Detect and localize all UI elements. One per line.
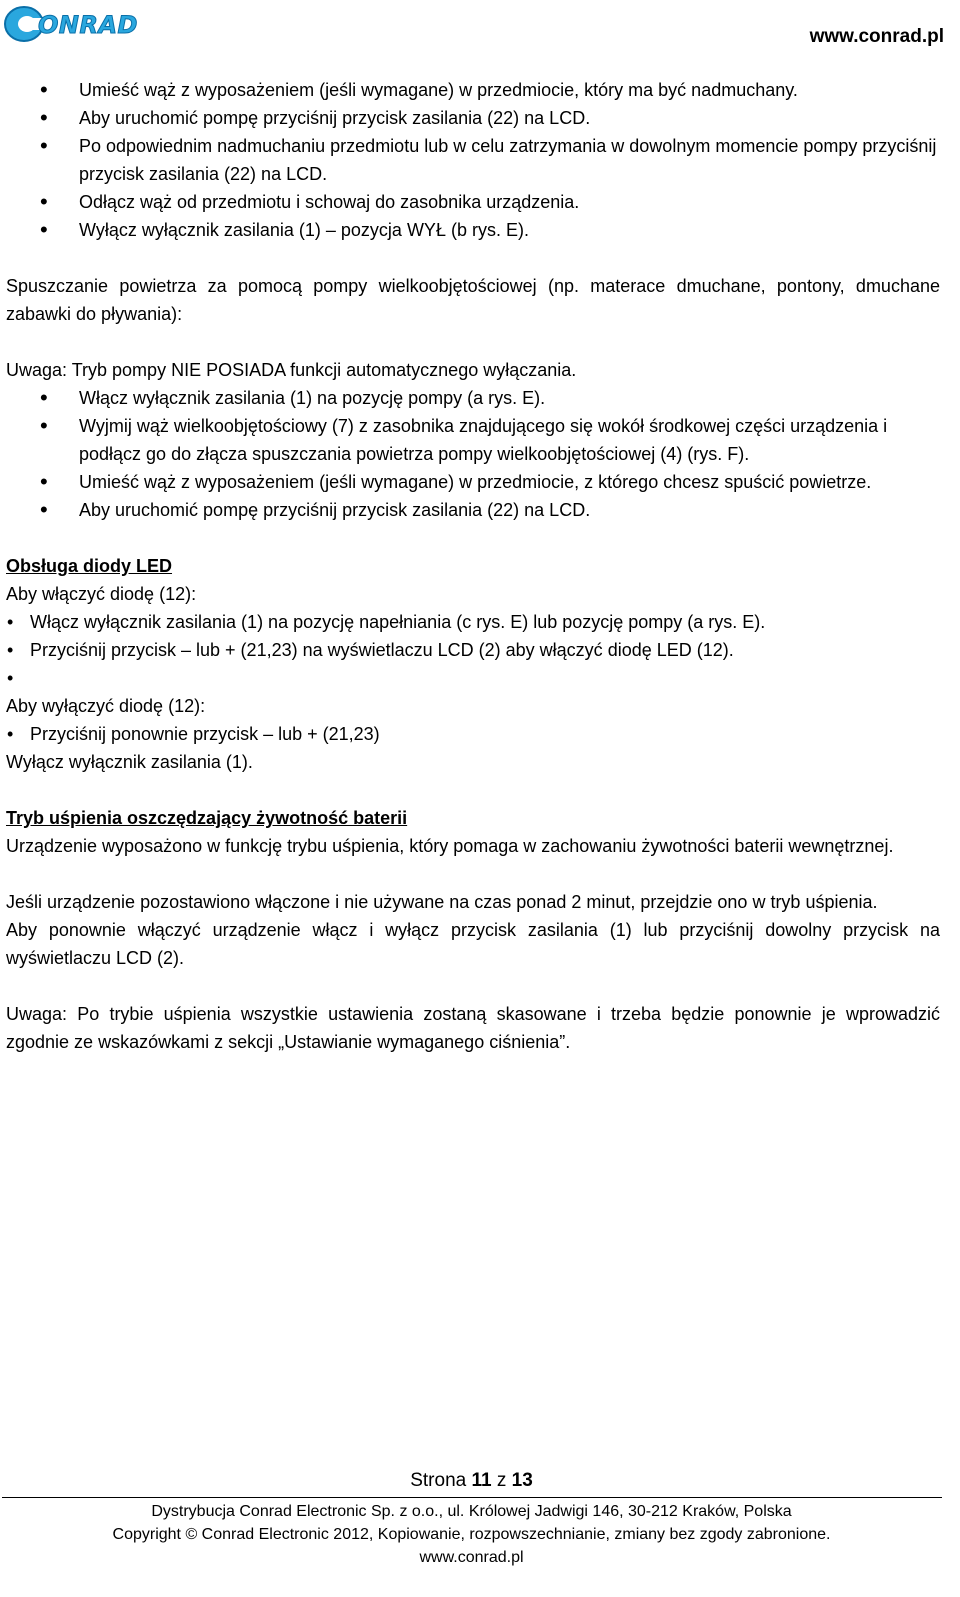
page-header [0,0,960,60]
document-body [6,76,940,1056]
list-item: • Przyciśnij ponownie przycisk – lub + (21,23) [6,720,940,748]
list-item: • Włącz wyłącznik zasilania (1) na pozycję pompy (a rys. E). [6,384,940,412]
list-item: • Umieść wąż z wyposażeniem (jeśli wymagane) w przedmiocie, który ma być nadmuchany. [6,76,940,104]
page-separator: z [496,1470,507,1491]
page-number [0,1470,943,1492]
page-current: 11 [471,1470,492,1491]
led-off-intro: Aby wyłączyć diodę (12): [6,696,206,716]
list-item: • Wyjmij wąż wielkoobjętościowy (7) z zasobnika znajdującego się wokół środkowej części urządzenia i podłącz go do złącza spuszczania powietrza pompy wielkoobjętościowej (4) (rys. F). [6,412,940,468]
page-prefix: Strona [410,1470,467,1491]
website-header: www.conrad.pl [809,26,944,47]
led-off-final: Wyłącz wyłącznik zasilania (1). [6,752,253,772]
led-heading: Obsługa diody LED [6,556,173,576]
list-item: • Aby uruchomić pompę przyciśnij przycisk zasilania (22) na LCD. [6,496,940,524]
led-off-list [6,720,940,748]
led-on-list [6,608,940,692]
footer-website: www.conrad.pl [419,1549,524,1566]
page-total: 13 [511,1470,533,1491]
deflate-intro: Spuszczanie powietrza za pomocą pompy wielkoobjętościowej (np. materace dmuchane, pontony, dmuchane zabawki do pływania): [6,276,940,324]
list-item: • Umieść wąż z wyposażeniem (jeśli wymagane) w przedmiocie, z którego chcesz spuścić powietrze. [6,468,940,496]
list-item [6,664,940,692]
sleep-paragraph-2: Jeśli urządzenie pozostawiono włączone i nie używane na czas ponad 2 minut, przejdzie ono w tryb uśpienia. [6,892,878,912]
list-item: • Włącz wyłącznik zasilania (1) na pozycję napełniania (c rys. E) lub pozycję pompy (a rys. E). [6,608,940,636]
page-footer [0,1500,943,1569]
footer-divider [2,1497,942,1498]
sleep-paragraph-3: Aby ponownie włączyć urządzenie włącz i wyłącz przycisk zasilania (1) lub przyciśnij dowolny przycisk na wyświetlaczu LCD (2). [6,920,940,968]
inflate-steps-list [6,76,940,244]
list-item: • Po odpowiednim nadmuchaniu przedmiotu lub w celu zatrzymania w dowolnym momencie pompy przyciśnij przycisk zasilania (22) na LCD. [6,132,940,188]
svg-text:ONRAD: ONRAD [38,11,138,39]
deflate-note: Uwaga: Tryb pompy NIE POSIADA funkcji automatycznego wyłączania. [6,360,577,380]
sleep-heading: Tryb uśpienia oszczędzający żywotność baterii [6,808,408,828]
footer-copyright: Copyright © Conrad Electronic 2012, Kopiowanie, rozpowszechnianie, zmiany bez zgody zabronione. [112,1526,831,1543]
deflate-steps-list [6,384,940,524]
led-on-intro: Aby włączyć diodę (12): [6,584,197,604]
list-item: • Przyciśnij przycisk – lub + (21,23) na wyświetlaczu LCD (2) aby włączyć diodę LED (12). [6,636,940,664]
footer-distribution: Dystrybucja Conrad Electronic Sp. z o.o., ul. Królowej Jadwigi 146, 30-212 Kraków, Polska [151,1503,792,1520]
list-item: • Odłącz wąż od przedmiotu i schowaj do zasobnika urządzenia. [6,188,940,216]
list-item: • Aby uruchomić pompę przyciśnij przycisk zasilania (22) na LCD. [6,104,940,132]
list-item: • Wyłącz wyłącznik zasilania (1) – pozycja WYŁ (b rys. E). [6,216,940,244]
sleep-paragraph-1: Urządzenie wyposażono w funkcję trybu uśpienia, który pomaga w zachowaniu żywotności baterii wewnętrznej. [6,836,894,856]
sleep-note: Uwaga: Po trybie uśpienia wszystkie ustawienia zostaną skasowane i trzeba będzie ponownie je wprowadzić zgodnie ze wskazówkami z sekcji „Ustawianie wymaganego ciśnienia”. [6,1004,940,1052]
conrad-logo [2,2,152,44]
